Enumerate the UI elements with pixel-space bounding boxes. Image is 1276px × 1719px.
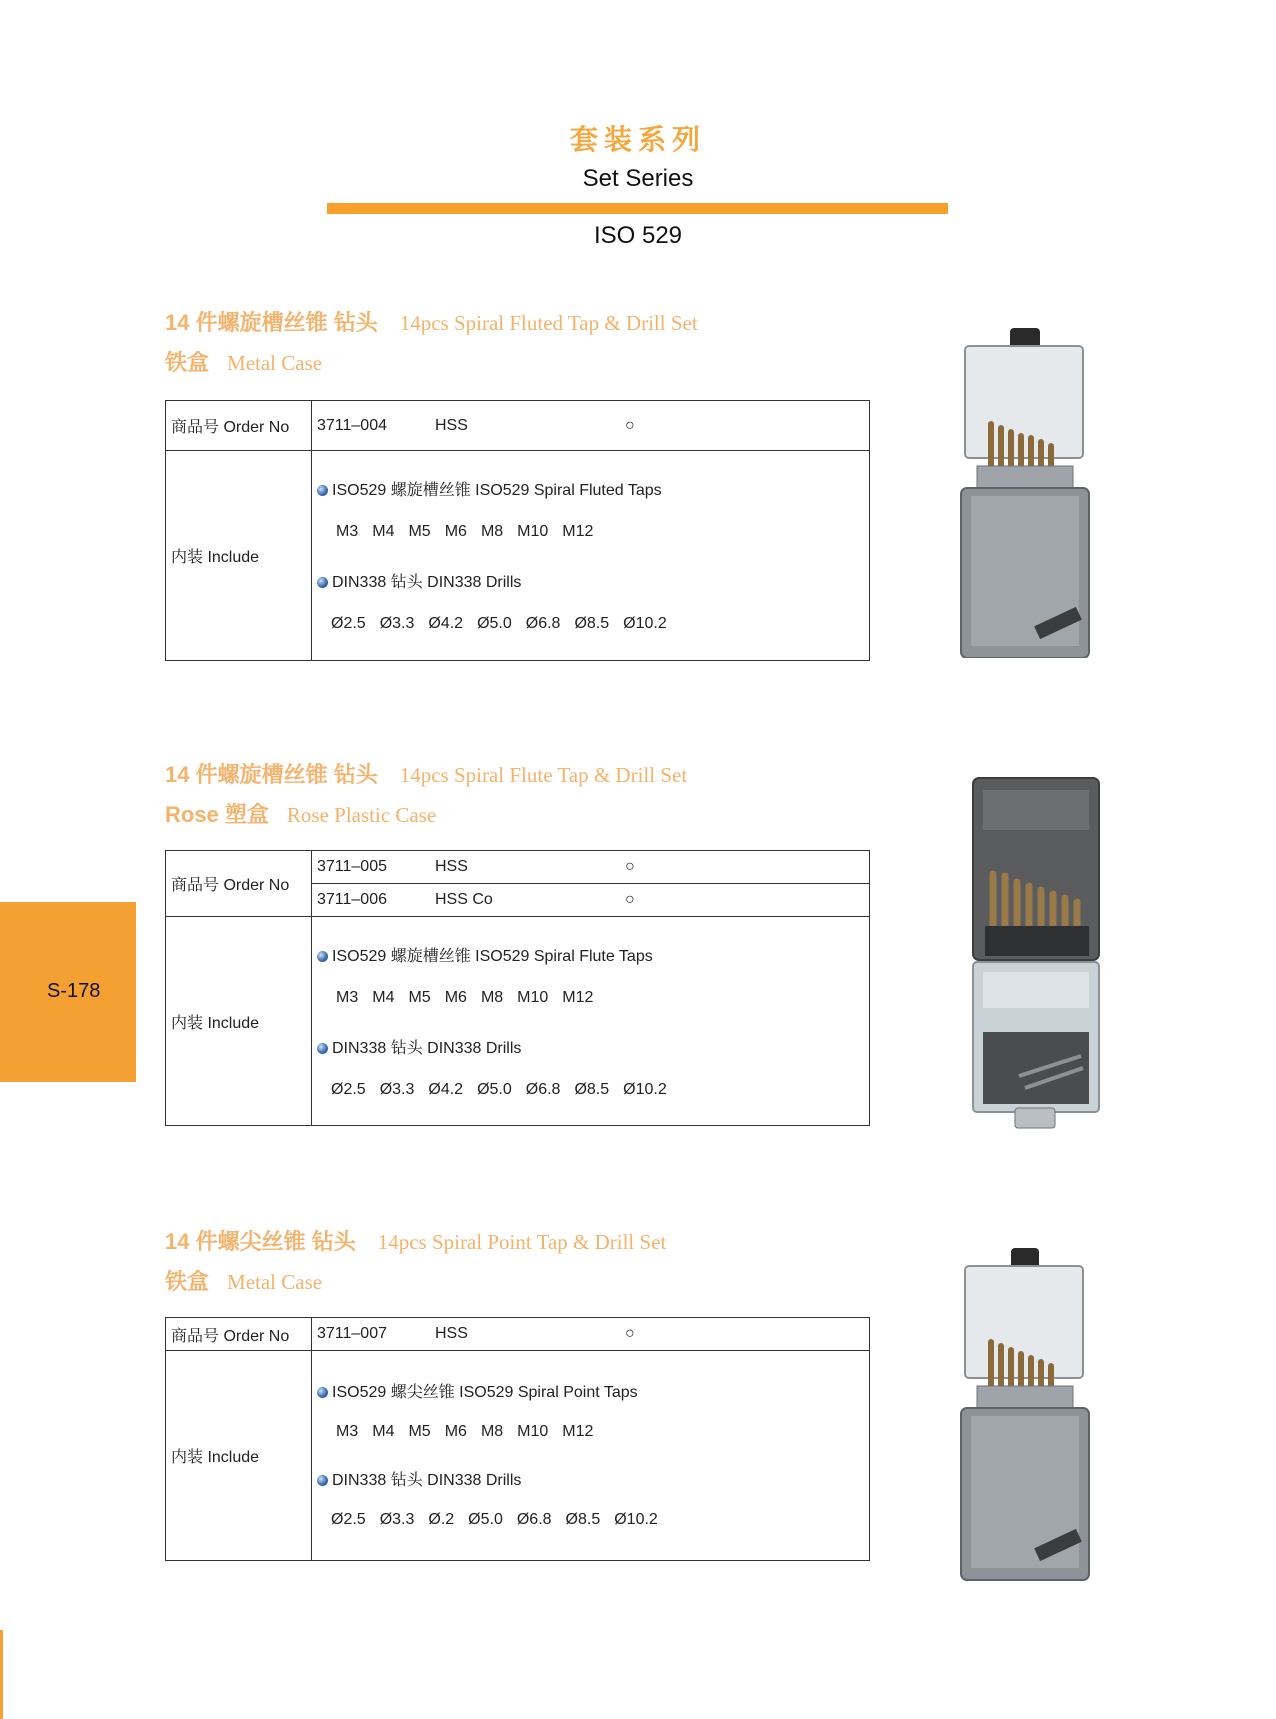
order-number: 3711–007 bbox=[317, 1325, 387, 1342]
availability-mark: ○ bbox=[625, 1325, 635, 1342]
drill-sizes bbox=[331, 1081, 681, 1099]
drill-size: Ø10.2 bbox=[614, 1511, 658, 1528]
section-3-case-en: Metal Case bbox=[227, 1270, 323, 1294]
header-divider bbox=[327, 203, 948, 214]
product-image-plastic-case bbox=[965, 776, 1107, 1136]
taps-title: ISO529 螺旋槽丝锥 ISO529 Spiral Flute Taps bbox=[332, 948, 653, 965]
section-1-case bbox=[165, 346, 322, 377]
table-row bbox=[166, 1318, 870, 1351]
order-label: 商品号 Order No bbox=[166, 1318, 312, 1351]
section-3-case bbox=[165, 1265, 322, 1296]
bullet-icon bbox=[317, 577, 328, 588]
include-cell bbox=[312, 1351, 870, 1561]
tap-size: M6 bbox=[444, 523, 467, 540]
drill-size: Ø3.3 bbox=[379, 615, 415, 632]
order-label: 商品号 Order No bbox=[166, 401, 312, 451]
section-3-case-cn: 铁盒 bbox=[165, 1269, 210, 1294]
availability-mark: ○ bbox=[625, 416, 635, 434]
table-row bbox=[166, 1351, 870, 1561]
drill-sizes bbox=[331, 615, 681, 633]
section-2-case-en: Rose Plastic Case bbox=[286, 803, 437, 827]
drill-size: Ø8.5 bbox=[565, 1511, 601, 1528]
table-row bbox=[166, 917, 870, 1126]
order-cell bbox=[312, 884, 870, 917]
section-3-spec-table bbox=[165, 1317, 870, 1561]
product-image-metal-case bbox=[955, 328, 1095, 658]
drill-size: Ø4.2 bbox=[428, 1081, 464, 1098]
tap-size: M4 bbox=[372, 523, 395, 540]
tap-size: M8 bbox=[480, 1423, 504, 1440]
include-label: 内装 Include bbox=[166, 1351, 312, 1561]
order-material: HSS bbox=[435, 1325, 468, 1342]
drill-size: Ø.2 bbox=[428, 1511, 455, 1528]
table-row bbox=[166, 851, 870, 884]
drill-size: Ø10.2 bbox=[623, 1081, 667, 1098]
section-3-title bbox=[165, 1225, 666, 1256]
page-title-cn: 套装系列 bbox=[569, 123, 706, 156]
taps-sizes bbox=[336, 523, 607, 541]
bullet-icon bbox=[317, 951, 328, 962]
availability-mark: ○ bbox=[625, 891, 635, 908]
tap-size: M5 bbox=[408, 1423, 431, 1440]
taps-title: ISO529 螺尖丝锥 ISO529 Spiral Point Taps bbox=[332, 1384, 638, 1401]
order-cell bbox=[312, 1318, 870, 1351]
table-row bbox=[166, 401, 870, 451]
section-2-case bbox=[165, 798, 436, 829]
standard-label: ISO 529 bbox=[593, 222, 683, 249]
drill-size: Ø2.5 bbox=[331, 615, 366, 632]
section-1-case-en: Metal Case bbox=[227, 351, 323, 375]
section-2-spec-table bbox=[165, 850, 870, 1126]
taps-sizes bbox=[336, 989, 607, 1007]
tap-size: M5 bbox=[408, 989, 431, 1006]
bullet-icon bbox=[317, 485, 328, 496]
drill-size: Ø8.5 bbox=[574, 615, 610, 632]
drill-size: Ø5.0 bbox=[468, 1511, 503, 1528]
drill-size: Ø6.8 bbox=[516, 1511, 552, 1528]
taps-heading bbox=[317, 943, 653, 966]
include-cell bbox=[312, 917, 870, 1126]
drill-size: Ø3.3 bbox=[379, 1511, 415, 1528]
include-label: 内装 Include bbox=[166, 451, 312, 661]
product-image-metal-case-2 bbox=[955, 1248, 1095, 1584]
page-edge-marker bbox=[0, 1630, 3, 1719]
order-material: HSS bbox=[435, 858, 468, 875]
section-1-title bbox=[165, 306, 698, 337]
drill-size: Ø6.8 bbox=[525, 615, 561, 632]
drill-size: Ø5.0 bbox=[477, 615, 512, 632]
section-2-title-cn: 14 件螺旋槽丝锥 钻头 bbox=[165, 762, 378, 787]
section-2-title-en: 14pcs Spiral Flute Tap & Drill Set bbox=[399, 763, 688, 787]
tap-size: M6 bbox=[444, 989, 467, 1006]
tap-size: M4 bbox=[372, 989, 395, 1006]
section-1-title-en: 14pcs Spiral Fluted Tap & Drill Set bbox=[399, 311, 698, 335]
section-3-title-en: 14pcs Spiral Point Tap & Drill Set bbox=[377, 1230, 667, 1254]
tap-size: M8 bbox=[480, 989, 504, 1006]
bullet-icon bbox=[317, 1475, 328, 1486]
drills-title: DIN338 钻头 DIN338 Drills bbox=[332, 574, 522, 591]
page-number: S-178 bbox=[47, 980, 101, 1002]
tap-size: M3 bbox=[336, 989, 359, 1006]
section-1-case-cn: 铁盒 bbox=[165, 350, 210, 375]
tap-size: M5 bbox=[408, 523, 431, 540]
drills-title: DIN338 钻头 DIN338 Drills bbox=[332, 1472, 522, 1489]
section-1-spec-table bbox=[165, 400, 870, 661]
taps-title: ISO529 螺旋槽丝锥 ISO529 Spiral Fluted Taps bbox=[332, 482, 662, 499]
section-1-title-cn: 14 件螺旋槽丝锥 钻头 bbox=[165, 310, 378, 335]
tap-size: M6 bbox=[444, 1423, 467, 1440]
order-material: HSS Co bbox=[435, 891, 493, 908]
drills-title: DIN338 钻头 DIN338 Drills bbox=[332, 1040, 522, 1057]
drill-size: Ø4.2 bbox=[428, 615, 464, 632]
section-2-case-cn: Rose 塑盒 bbox=[165, 802, 269, 827]
page-title-en: Set Series bbox=[582, 165, 694, 192]
order-material: HSS bbox=[435, 416, 468, 434]
tap-size: M3 bbox=[336, 1423, 359, 1440]
tap-size: M8 bbox=[480, 523, 504, 540]
tap-size: M12 bbox=[562, 523, 594, 540]
order-number: 3711–004 bbox=[317, 416, 387, 434]
drill-size: Ø5.0 bbox=[477, 1081, 512, 1098]
drill-size: Ø10.2 bbox=[623, 615, 667, 632]
tap-size: M3 bbox=[336, 523, 359, 540]
bullet-icon bbox=[317, 1043, 328, 1054]
tap-size: M10 bbox=[517, 1423, 549, 1440]
taps-heading bbox=[317, 1379, 638, 1402]
include-cell bbox=[312, 451, 870, 661]
tap-size: M10 bbox=[517, 989, 549, 1006]
order-number: 3711–006 bbox=[317, 891, 387, 908]
order-cell bbox=[312, 851, 870, 884]
taps-sizes bbox=[336, 1423, 607, 1441]
drill-size: Ø6.8 bbox=[525, 1081, 561, 1098]
availability-mark: ○ bbox=[625, 858, 635, 875]
order-cell bbox=[312, 401, 870, 451]
drill-size: Ø3.3 bbox=[379, 1081, 415, 1098]
table-row bbox=[166, 451, 870, 661]
bullet-icon bbox=[317, 1387, 328, 1398]
section-2-title bbox=[165, 758, 687, 789]
drills-heading bbox=[317, 1035, 521, 1058]
drill-size: Ø2.5 bbox=[331, 1081, 366, 1098]
drills-heading bbox=[317, 569, 521, 592]
drill-size: Ø2.5 bbox=[331, 1511, 366, 1528]
order-label: 商品号 Order No bbox=[166, 851, 312, 917]
include-label: 内装 Include bbox=[166, 917, 312, 1126]
section-3-title-cn: 14 件螺尖丝锥 钻头 bbox=[165, 1229, 356, 1254]
tap-size: M10 bbox=[517, 523, 549, 540]
taps-heading bbox=[317, 477, 662, 500]
drills-heading bbox=[317, 1467, 521, 1490]
tap-size: M12 bbox=[562, 1423, 594, 1440]
drill-sizes bbox=[331, 1511, 672, 1529]
order-number: 3711–005 bbox=[317, 858, 387, 875]
tap-size: M4 bbox=[372, 1423, 395, 1440]
tap-size: M12 bbox=[562, 989, 594, 1006]
drill-size: Ø8.5 bbox=[574, 1081, 610, 1098]
